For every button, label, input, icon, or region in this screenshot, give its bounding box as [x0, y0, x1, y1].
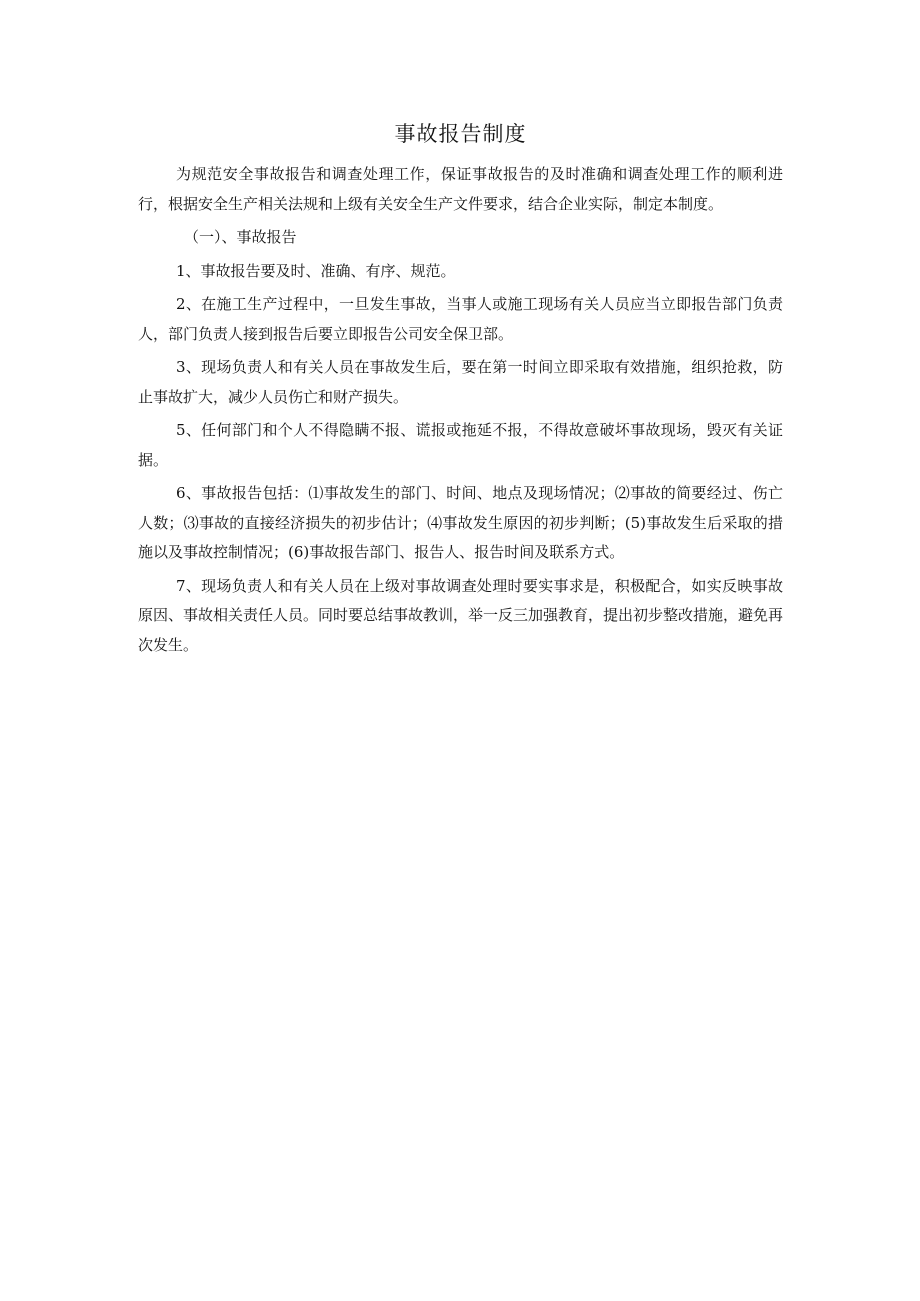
intro-paragraph: 为规范安全事故报告和调查处理工作，保证事故报告的及时准确和调查处理工作的顺利进行，根据安全生产相关法规和上级有关安全生产文件要求，结合企业实际，制定本制度。: [138, 165, 783, 213]
item-paragraph-6: 6、事故报告包括：⑴事故发生的部门、时间、地点及现场情况；⑵事故的简要经过、伤亡人数；⑶事故的直接经济损失的初步估计；⑷事故发生原因的初步判断；(5)事故发生后采取的措施以及事故控制情况；(6)事故报告部门、报告人、报告时间及联系方式。: [138, 484, 783, 561]
item-paragraph-3: 3、现场负责人和有关人员在事故发生后，要在第一时间立即采取有效措施，组织抢救，防止事故扩大，减少人员伤亡和财产损失。: [138, 358, 783, 406]
document-body: [138, 118, 783, 664]
document-title: 事故报告制度: [394, 122, 527, 146]
item-paragraph-2: 2、在施工生产过程中，一旦发生事故，当事人或施工现场有关人员应当立即报告部门负责人，部门负责人接到报告后要立即报告公司安全保卫部。: [138, 295, 783, 343]
section-heading: （一）、事故报告: [184, 228, 297, 246]
item-paragraph-5: 5、任何部门和个人不得隐瞒不报、谎报或拖延不报，不得故意破坏事故现场，毁灭有关证据。: [138, 421, 783, 469]
item-paragraph-7: 7、现场负责人和有关人员在上级对事故调查处理时要实事求是，积极配合，如实反映事故原因、事故相关责任人员。同时要总结事故教训，举一反三加强教育，提出初步整改措施，避免再次发生。: [138, 576, 784, 654]
item-paragraph-1: 1、事故报告要及时、准确、有序、规范。: [176, 261, 456, 280]
